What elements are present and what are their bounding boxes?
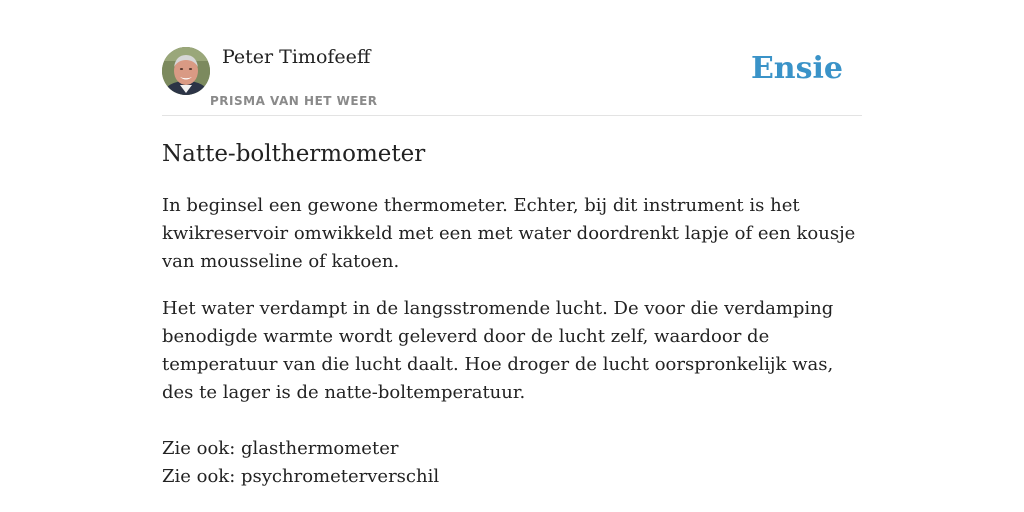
article-title: Natte-bolthermometer [162, 141, 426, 167]
page-container [162, 0, 862, 487]
article-paragraph: In beginsel een gewone thermometer. Echter, bij dit instrument is het kwikreservoir omwikkeld met een met water doordrenkt lapje of een kousje van mousseline of katoen. [162, 195, 856, 272]
see-also-item[interactable]: Zie ook: psychrometerverschil [162, 466, 440, 487]
article-paragraph: Het water verdampt in de langsstromende lucht. De voor die verdamping benodigde warmte wordt geleverd door de lucht zelf, waardoor de temperatuur van die lucht daalt. Hoe droger de lucht oorspronkelijk was, des te lager is de natte-boltemperatuur. [162, 298, 834, 403]
see-also-block [162, 435, 862, 491]
author-header [162, 0, 862, 116]
author-name[interactable]: Peter Timofeeff [222, 46, 371, 68]
author-publication[interactable]: PRISMA VAN HET WEER [210, 94, 378, 108]
author-avatar[interactable] [162, 47, 210, 95]
avatar-photo [162, 47, 210, 95]
see-also-item[interactable]: Zie ook: glasthermometer [162, 438, 399, 459]
brand-logo[interactable]: Ensie [750, 51, 843, 86]
